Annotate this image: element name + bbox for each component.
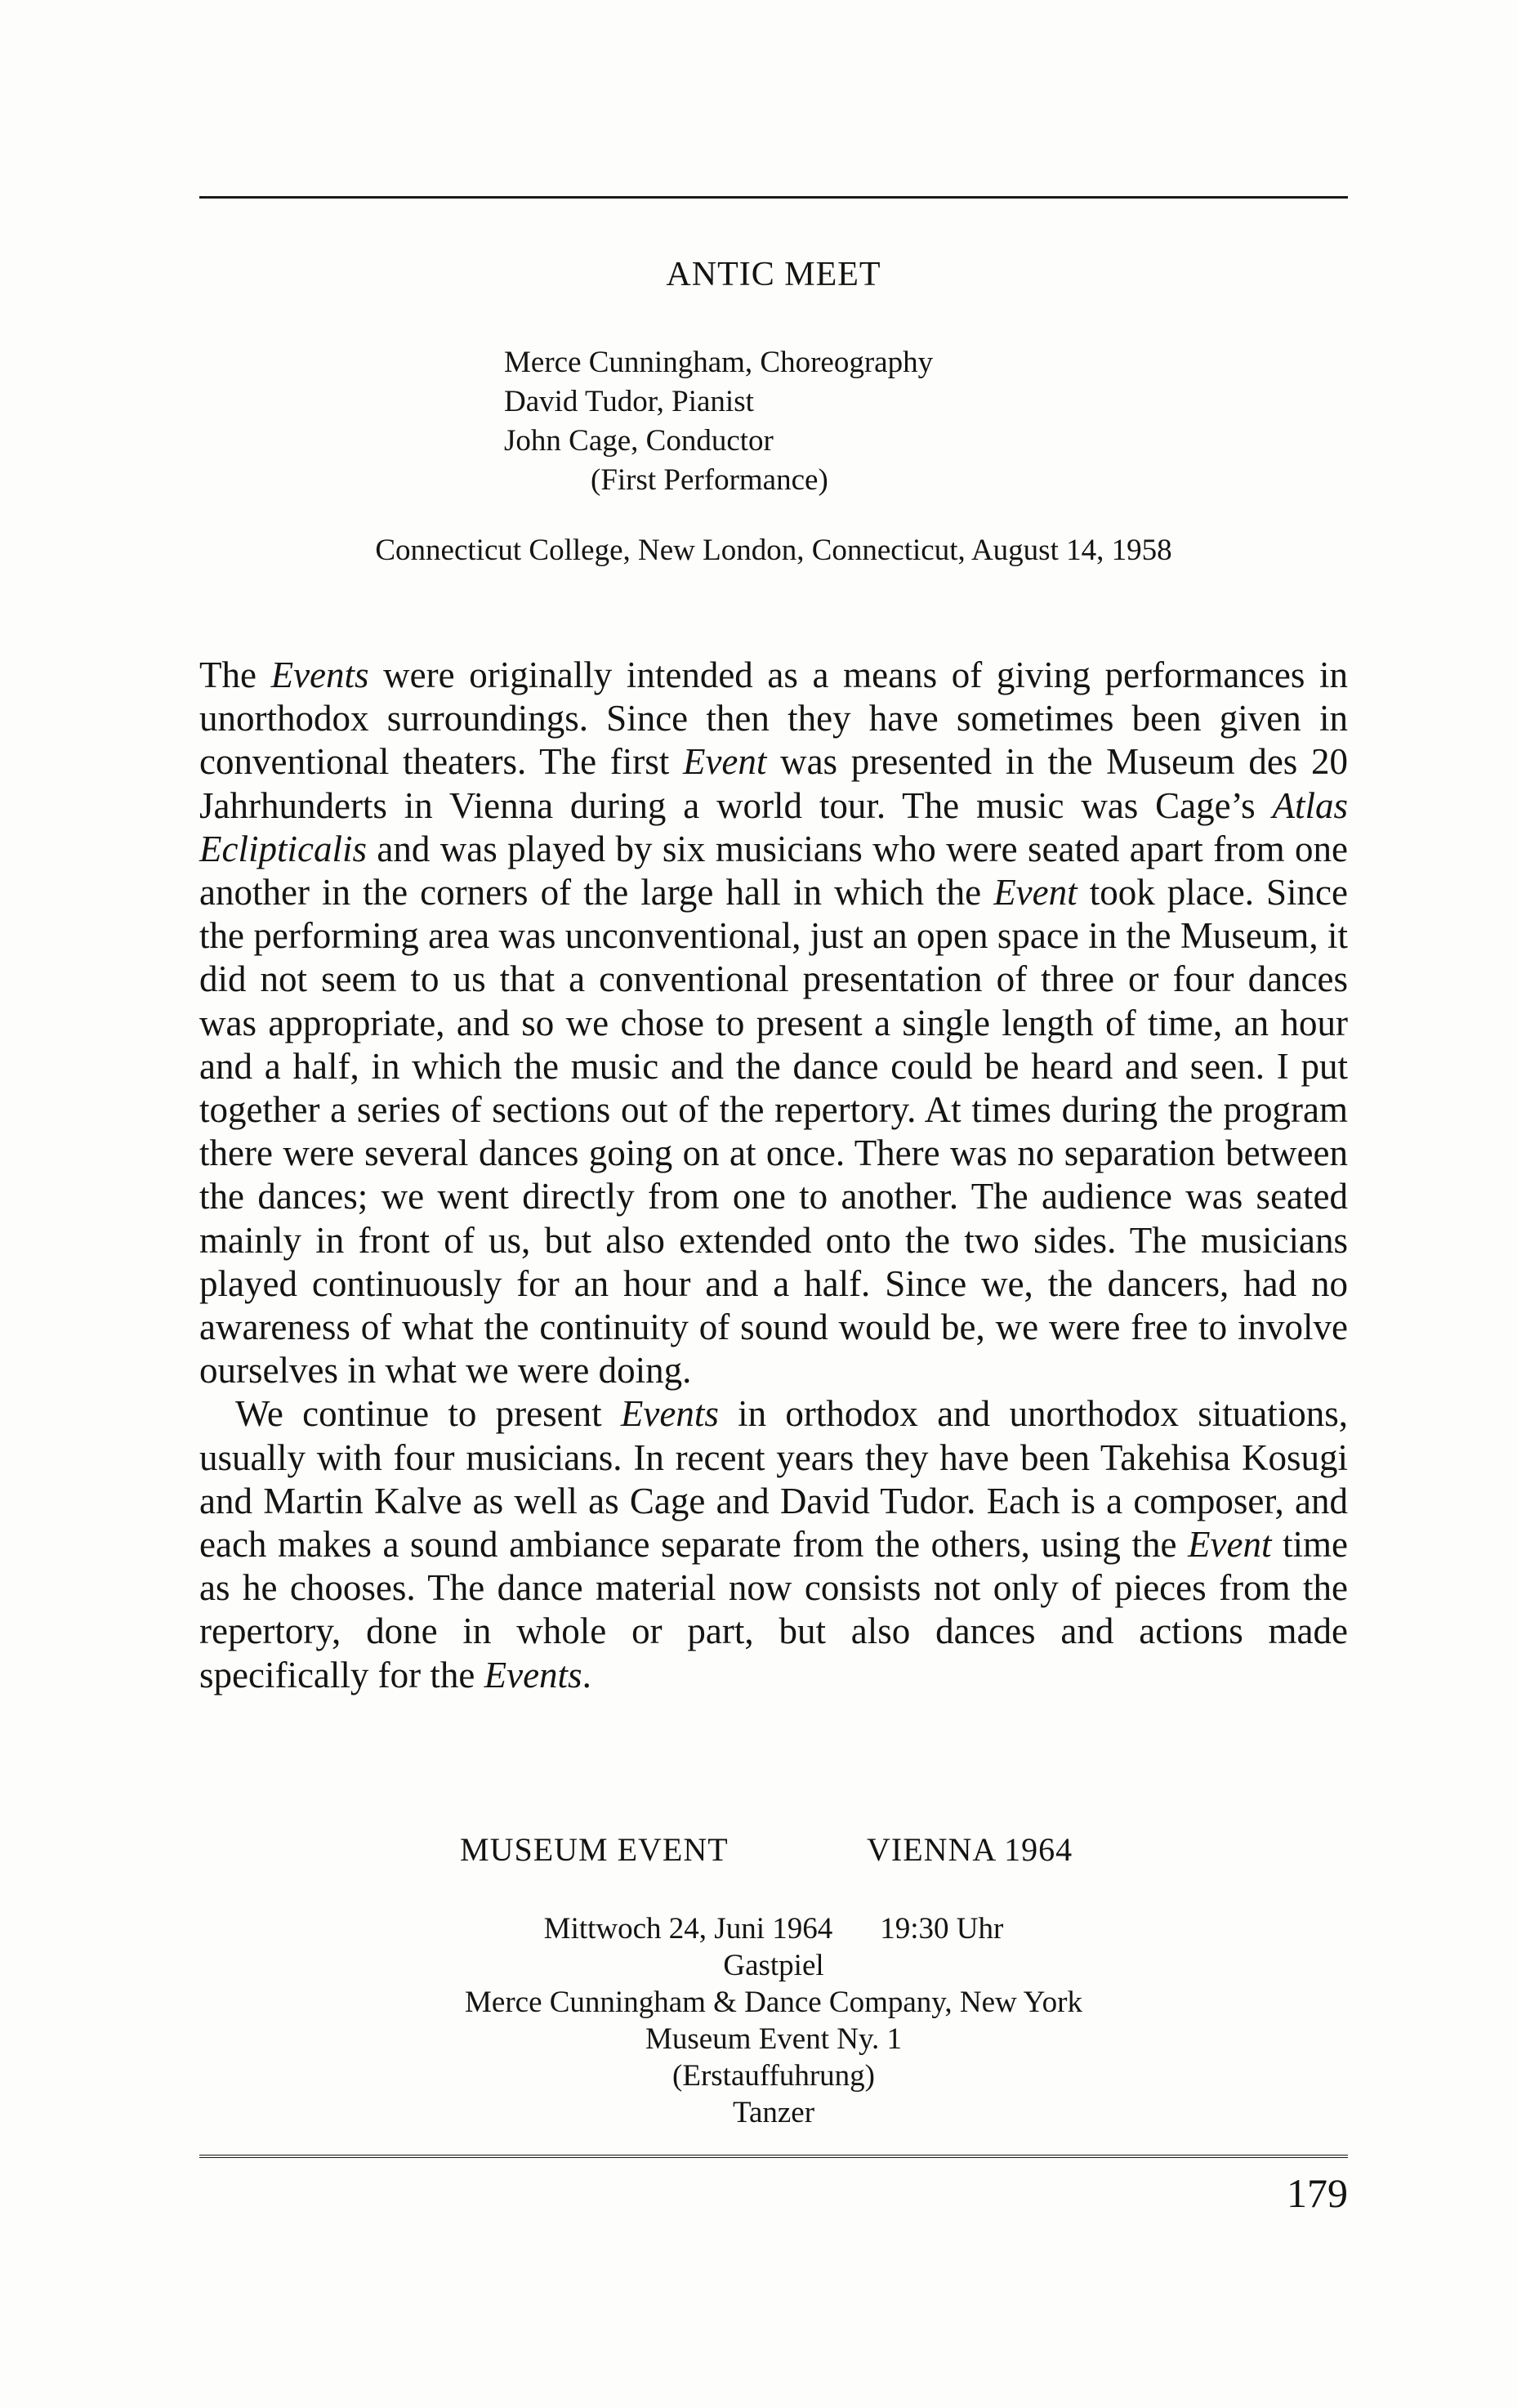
credit-line: Merce Cunningham, Choreography (504, 346, 934, 379)
vienna-heading: VIENNA 1964 (867, 1831, 1073, 1868)
program-line: Merce Cunningham & Dance Company, New York (465, 1986, 1082, 2019)
program-line: (Erstauffuhrung) (672, 2059, 875, 2093)
program-block (199, 1910, 1348, 2131)
program-line: Museum Event Ny. 1 (645, 2022, 903, 2056)
credits-block (504, 343, 933, 500)
credit-line: John Cage, Conductor (504, 424, 774, 458)
credit-line: David Tudor, Pianist (504, 385, 754, 418)
program-date-line (199, 1910, 1348, 1947)
top-rule (199, 196, 1348, 199)
page-number: 179 (1287, 2170, 1348, 2216)
paragraph: The Events were originally intended as a means of giving performances in unorthodox surroundings. Since then they have sometimes been given in conventional theaters. The first Event was presented in the Museum des 20 Jahrhunderts in Vienna during a world tour. The music was Cage’s Atlas Eclipticalis and was played by six musicians who were seated apart from one another in the corners of the large hall in which the Event took place. Since the performing area was unconventional, just an open space in the Museum, it did not seem to us that a conventional presentation of three or four dances was appropriate, and so we chose to present a single length of time, an hour and a half, in which the music and the dance could be heard and seen. I put together a series of sections out of the repertory. At times during the program there were several dances going on at once. There was no separation between the dances; we went directly from one to another. The audience was seated mainly in front of us, but also extended onto the two sides. The musicians played continuously for an hour and a half. Since we, the dancers, had no awareness of what the continuity of sound would be, we were free to involve ourselves in what we were doing. (199, 654, 1348, 1392)
venue-line: Connecticut College, New London, Connecticut, August 14, 1958 (375, 534, 1172, 567)
paragraph: We continue to present Events in orthodox and unorthodox situations, usually with four musicians. In recent years they have been Takehisa Kosugi and Martin Kalve as well as Cage and David Tudor. Each is a composer, and each makes a sound ambiance separate from the others, using the Event time as he chooses. The dance material now consists not only of pieces from the repertory, done in whole or part, but also dances and actions made specifically for the Events. (199, 1393, 1348, 1695)
section-title: ANTIC MEET (666, 256, 881, 293)
program-line: Gastpiel (723, 1949, 824, 1982)
program-time: 19:30 Uhr (880, 1912, 1004, 1946)
museum-event-heading: MUSEUM EVENT (460, 1831, 729, 1868)
bottom-rule (199, 2155, 1348, 2158)
program-line: Tanzer (732, 2096, 815, 2129)
program-date: Mittwoch 24, Juni 1964 (543, 1912, 833, 1946)
credit-note: (First Performance) (591, 463, 828, 497)
body-text (199, 654, 1348, 1697)
